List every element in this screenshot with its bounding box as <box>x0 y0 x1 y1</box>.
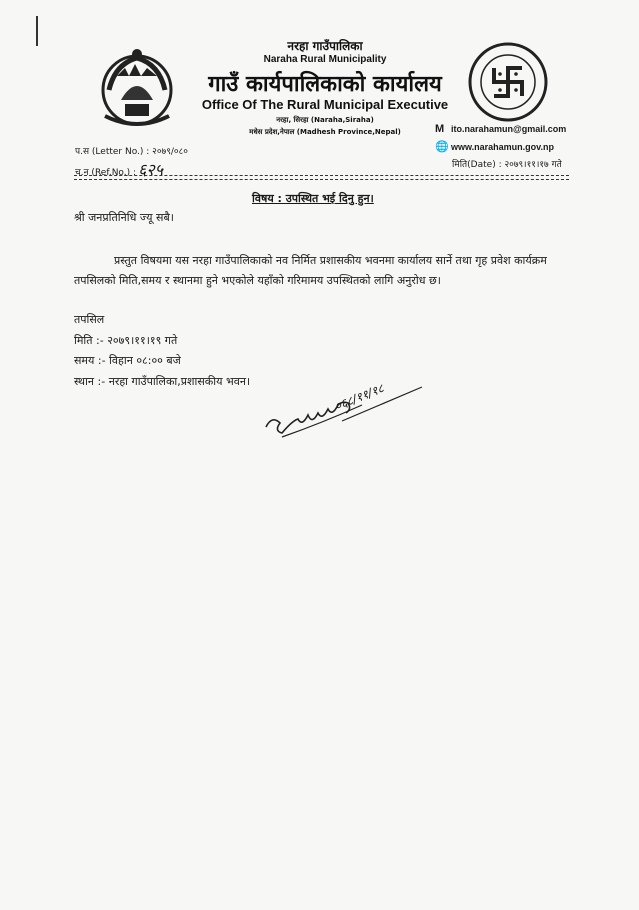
office-title-nepali: गाउँ कार्यपालिकाको कार्यालय <box>208 72 442 97</box>
municipality-name-nepali: नरहा गाउँपालिका <box>287 39 363 53</box>
contact-email <box>435 123 566 135</box>
signature-date: ०६८/११/१८ <box>332 381 386 414</box>
subject-line: विषय : उपस्थित भई दिनु हुन। <box>252 192 374 205</box>
office-title-english: Office Of The Rural Municipal Executive <box>201 97 449 112</box>
address-line-2: मधेस प्रदेश,नेपाल (Madhesh Province,Nepal) <box>249 128 401 136</box>
details-place: स्थान :- नरहा गाउँपालिका,प्रशासकीय भवन। <box>74 375 251 388</box>
details-date: मिति :- २०७९।११।१९ गते <box>74 334 178 347</box>
salutation: श्री जनप्रतिनिधि ज्यू सबै। <box>74 211 174 224</box>
body-paragraph: प्रस्तुत विषयमा यस नरहा गाउँपालिकाको नव निर्मित प्रशासकीय भवनमा कार्यालय सार्ने तथा गृह प्रवेश कार्यक्रम तपसिलको मिति,समय र स्थानमा हुने भएकोले यहाँको गरिमामय उपस्थितको लागि अनुरोध छ। <box>74 254 547 287</box>
website-text: www.narahamun.gov.np <box>451 142 555 152</box>
municipality-seal-logo <box>466 40 550 124</box>
municipality-name-english: Naraha Rural Municipality <box>263 54 387 65</box>
header-divider <box>74 175 569 176</box>
email-text: ito.narahamun@gmail.com <box>451 124 567 134</box>
reference-value: ६२५ <box>138 160 164 179</box>
email-icon: M <box>435 123 445 135</box>
reference-label: च.न (Ref.No.) : <box>75 168 137 178</box>
letter-date: मिति(Date) : २०७९।११।१७ गते <box>452 160 562 170</box>
contact-website <box>435 140 554 153</box>
reference-number <box>75 158 163 180</box>
handwritten-signature <box>262 375 432 455</box>
margin-mark <box>36 16 38 46</box>
header-divider-2 <box>74 179 569 180</box>
globe-icon: 🌐 <box>435 141 449 153</box>
details-time: समय :- विहान ०८:०० बजे <box>74 354 181 367</box>
letter-number: प.स (Letter No.) : २०७९/०८० <box>75 147 188 157</box>
coat-of-arms-logo <box>95 46 179 130</box>
details-heading: तपसिल <box>74 313 105 326</box>
address-line-1: नरहा, सिरहा (Naraha,Siraha) <box>276 116 374 124</box>
